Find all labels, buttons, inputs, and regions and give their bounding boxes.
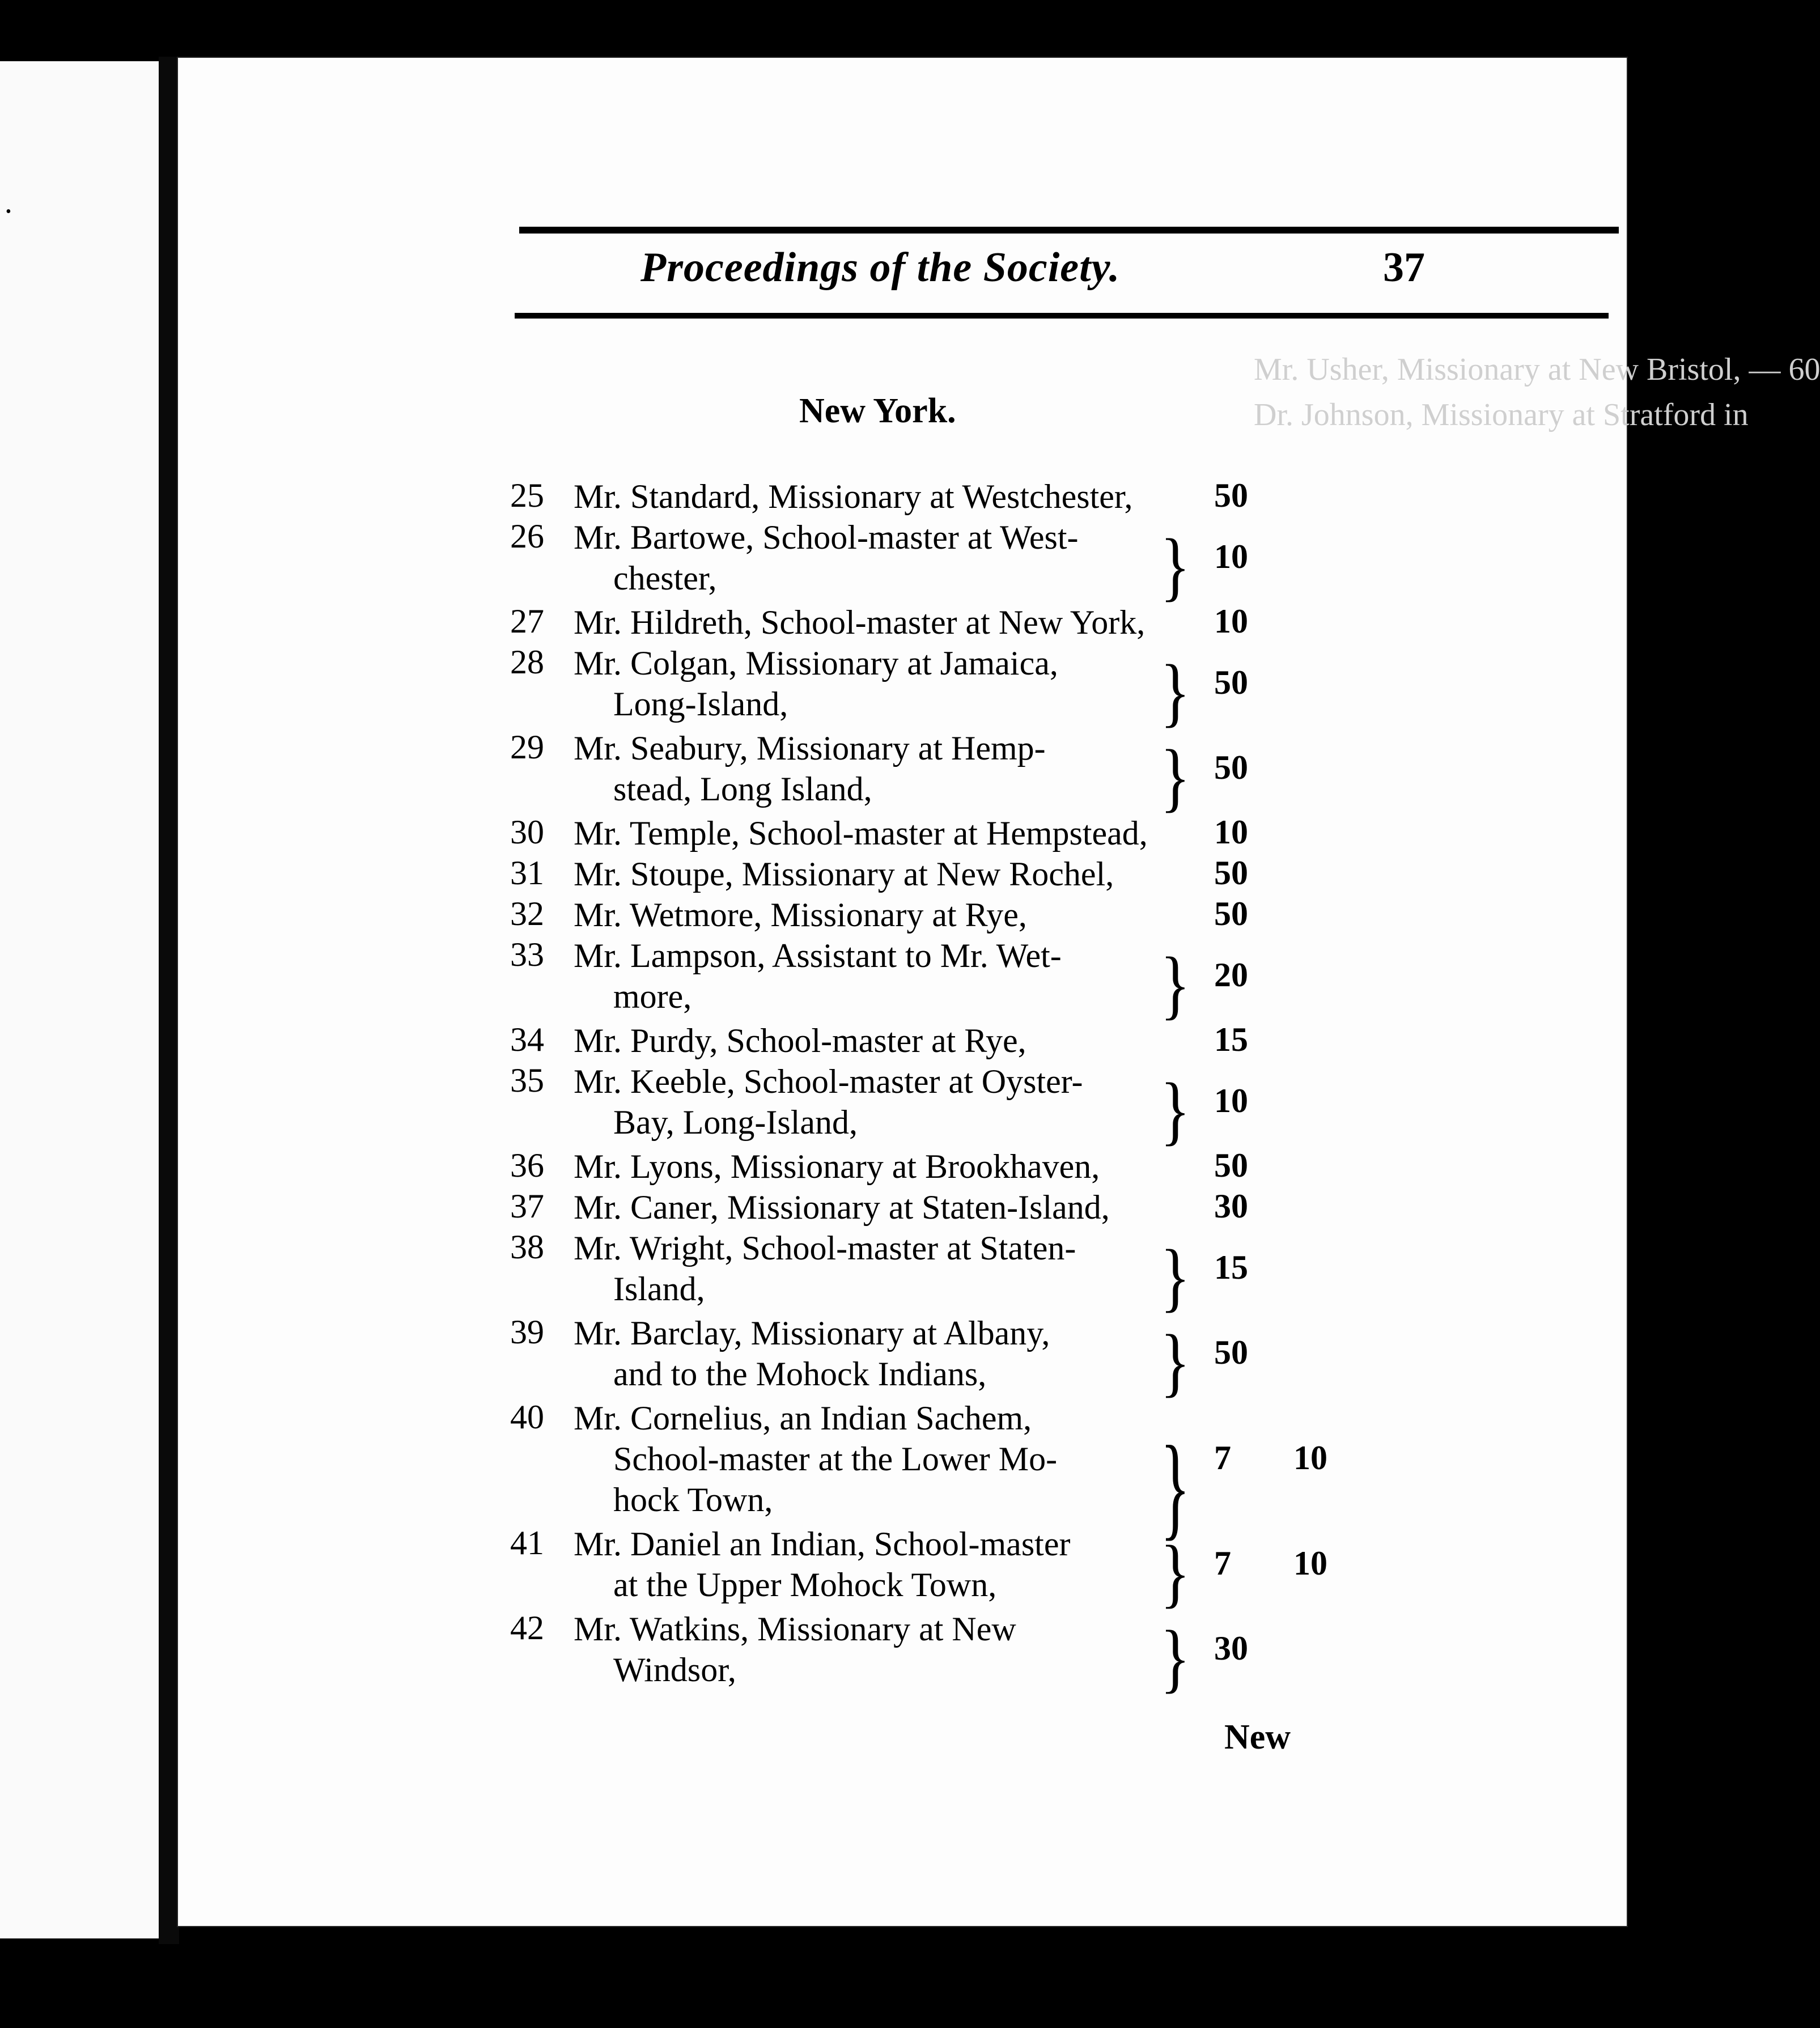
facing-page-edge (0, 61, 164, 1938)
entry-amount: 50 (1214, 1334, 1248, 1371)
entry-amount: 10 (1214, 603, 1248, 640)
entry-amount-shillings: 10 (1293, 1545, 1327, 1582)
entry-amount: 20 (1214, 956, 1248, 994)
entry-number: 38 (510, 1228, 544, 1266)
entry-line: Mr. Purdy, School-master at Rye, (574, 1022, 1026, 1059)
entry-line: Mr. Cornelius, an Indian Sachem, (574, 1399, 1032, 1437)
entry-amount: 30 (1214, 1630, 1248, 1667)
entry-line: Mr. Bartowe, School-master at West- (574, 519, 1079, 556)
entry-number: 41 (510, 1524, 544, 1562)
entry-line: Mr. Wright, School-master at Staten- (574, 1229, 1076, 1267)
entry-line: School-master at the Lower Mo- (613, 1440, 1058, 1478)
entry-line: Mr. Seabury, Missionary at Hemp- (574, 729, 1046, 767)
brace: } (1160, 1067, 1190, 1153)
brace: } (1160, 1318, 1190, 1405)
entry-line: Mr. Keeble, School-master at Oyster- (574, 1063, 1083, 1100)
section-title: New York. (799, 392, 956, 430)
bottom-rule (515, 313, 1609, 319)
running-head: Proceedings of the Society. (640, 244, 1121, 291)
catchword: New (1224, 1718, 1291, 1757)
entry-amount: 50 (1214, 895, 1248, 932)
brace: } (1160, 941, 1190, 1027)
entry-number: 25 (510, 477, 544, 514)
page-number: 37 (1383, 244, 1425, 291)
entry-line: Mr. Hildreth, School-master at New York, (574, 604, 1146, 641)
entry-line: Mr. Barclay, Missionary at Albany, (574, 1314, 1050, 1352)
entry-number: 37 (510, 1187, 544, 1225)
entry-amount: 30 (1214, 1187, 1248, 1225)
entry-line: Mr. Temple, School-master at Hempstead, (574, 814, 1148, 852)
entry-line: stead, Long Island, (613, 770, 872, 808)
entry-amount: 10 (1214, 1082, 1248, 1119)
entry-line: Mr. Wetmore, Missionary at Rye, (574, 896, 1027, 934)
entry-amount: 50 (1214, 854, 1248, 892)
entry-number: 26 (510, 517, 544, 555)
brace: } (1160, 648, 1190, 735)
entry-line: chester, (613, 559, 717, 597)
entry-amount: 50 (1214, 664, 1248, 701)
top-rule (519, 227, 1619, 234)
entry-number: 27 (510, 603, 544, 640)
entry-line: Mr. Standard, Missionary at Westchester, (574, 478, 1133, 515)
entry-line: Mr. Colgan, Missionary at Jamaica, (574, 644, 1058, 682)
entry-number: 32 (510, 895, 544, 932)
book-page (177, 57, 1820, 1927)
entry-number: 36 (510, 1147, 544, 1184)
entry-number: 28 (510, 643, 544, 681)
entry-amount: 10 (1214, 813, 1248, 851)
brace: } (1160, 1529, 1190, 1615)
brace: } (1160, 1422, 1190, 1551)
entry-number: 40 (510, 1398, 544, 1436)
entry-amount: 10 (1214, 538, 1248, 575)
entry-amount: 7 (1214, 1439, 1231, 1477)
entry-line: Mr. Lyons, Missionary at Brookhaven, (574, 1148, 1100, 1185)
brace: } (1160, 733, 1190, 820)
book-gutter (159, 57, 179, 1944)
brace: } (1160, 1614, 1190, 1700)
entry-line: at the Upper Mohock Town, (613, 1566, 997, 1603)
entry-number: 31 (510, 854, 544, 892)
entry-amount: 50 (1214, 749, 1248, 786)
entry-amount: 7 (1214, 1545, 1231, 1582)
entry-amount: 15 (1214, 1249, 1248, 1286)
brace: } (1160, 1233, 1190, 1320)
brace: } (1160, 523, 1190, 609)
entry-line: Island, (613, 1270, 705, 1308)
entry-number: 34 (510, 1021, 544, 1058)
entry-number: 35 (510, 1062, 544, 1099)
entry-number: 39 (510, 1313, 544, 1351)
entry-number: 33 (510, 936, 544, 973)
entry-line: Bay, Long-Island, (613, 1104, 858, 1141)
entry-number: 42 (510, 1609, 544, 1647)
entry-amount: 50 (1214, 477, 1248, 514)
entry-line: Long-Island, (613, 685, 788, 723)
entry-amount-shillings: 10 (1293, 1439, 1327, 1477)
bleed-through: Dr. Johnson, Missionary at Stratford in (1254, 397, 1749, 432)
entry-line: Mr. Daniel an Indian, School-master (574, 1525, 1071, 1563)
entry-line: Mr. Watkins, Missionary at New (574, 1610, 1016, 1648)
entry-line: more, (613, 978, 692, 1015)
entry-line: Mr. Caner, Missionary at Staten-Island, (574, 1189, 1110, 1226)
entry-line: Mr. Stoupe, Missionary at New Rochel, (574, 855, 1114, 893)
entry-number: 29 (510, 728, 544, 766)
entry-amount: 15 (1214, 1021, 1248, 1058)
entry-line: hock Town, (613, 1481, 773, 1518)
entry-line: Windsor, (613, 1651, 736, 1688)
entry-number: 30 (510, 813, 544, 851)
entry-line: and to the Mohock Indians, (613, 1355, 987, 1393)
bleed-through: Mr. Usher, Missionary at New Bristol, — 60 (1254, 352, 1820, 387)
ink-speck: • (6, 203, 11, 220)
entry-amount: 50 (1214, 1147, 1248, 1184)
entry-line: Mr. Lampson, Assistant to Mr. Wet- (574, 937, 1062, 974)
